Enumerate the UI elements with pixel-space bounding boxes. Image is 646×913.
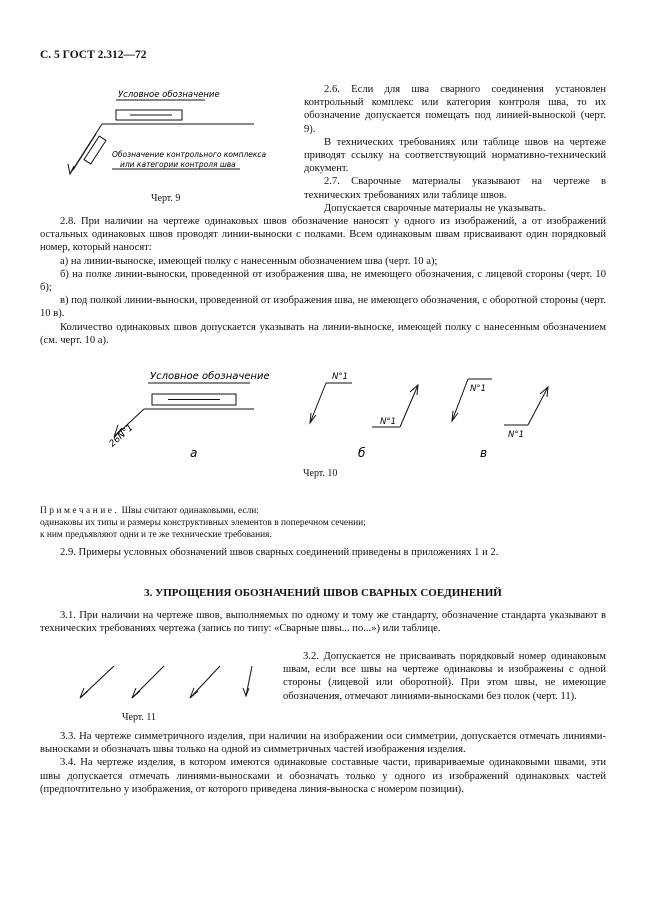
fig9-label-line2: или категории контроля шва (120, 160, 236, 169)
note-head-rest: Швы считают одинаковыми, если: (119, 506, 259, 516)
fig9-caption: Черт. 9 (151, 193, 181, 204)
fig9-label-line1: Обозначение контрольного комплекса (112, 150, 267, 159)
para-2-8-a: а) на линии-выноске, имеющей полку с нанесенным обозначением шва (черт. 10 а); (60, 255, 438, 267)
para-2-8-b: б) на полке линии-выноски, проведенной от изображения шва, не имеющего обозначения, с лицевой стороны (черт. 10 б); (40, 268, 606, 294)
note-block (40, 505, 606, 541)
fig9-label-top: Условное обозначение (118, 90, 220, 100)
para-2-9: 2.9. Примеры условных обозначений швов сварных соединений приведены в приложениях 1 и 2. (60, 547, 499, 558)
figure-11 (74, 660, 264, 708)
note-head: Примечание. (40, 506, 120, 516)
para-2-7-b: Допускается сварочные материалы не указывать. (324, 202, 546, 214)
fig10-label-top: Условное обозначение (150, 371, 270, 382)
fig10b-num-top: N°1 (332, 372, 349, 382)
fig10-sub-a: а (190, 446, 198, 460)
fig10-count-label: 26N°1 (107, 422, 136, 450)
para-2-6: 2.6. Если для шва сварного соединения установлен контрольный комплекс или категория контроля шва, то их обозначение допускается помещать под линией-выноской (черт. 9). (304, 84, 606, 135)
fig10-caption: Черт. 10 (303, 468, 338, 479)
para-2-8: 2.8. При наличии на чертеже одинаковых швов обозначение наносят у одного из изображений, а от изображений остальных одинаковых швов проводят линии-выноски с полками. Всем одинаковым швам присваивают один порядковый номер, который наносят: (40, 216, 606, 254)
para-2-6-b: В технических требованиях или таблице швов на чертеже приводят ссылку на соответствующий нормативно-технический документ. (304, 136, 606, 175)
para-3-1: 3.1. При наличии на чертеже швов, выполняемых по одному и тому же стандарту, обозначение стандарта указывают в технических требованиях чертежа (запись по типу: «Сварные швы... по...») или таблице. (40, 610, 606, 635)
page-header: С. 5 ГОСТ 2.312—72 (40, 49, 147, 61)
fig10-sub-b: б (358, 446, 366, 460)
fig11-caption: Черт. 11 (122, 712, 157, 723)
fig10b-num-shelf: N°1 (380, 417, 397, 427)
para-2-7: 2.7. Сварочные материалы указывают на чертеже в технических требованиях или таблице швов. (304, 176, 606, 201)
figure-10 (100, 365, 560, 465)
fig10v-num-top: N°1 (470, 384, 487, 394)
fig10v-num-under: N°1 (508, 430, 525, 440)
section-3-title: 3. УПРОЩЕНИЯ ОБОЗНАЧЕНИЙ ШВОВ СВАРНЫХ СОЕДИНЕНИЙ (144, 587, 502, 599)
fig10-sub-v: в (480, 446, 488, 460)
para-3-2: 3.2. Допускается не присваивать порядковый номер одинаковым швам, если все швы на чертеже одинаковы и изображены с одной стороны (лицевой или оборотной). При этом швы, не имеющие обозначения, отмечают линиями-выносками без полок (черт. 11). (283, 651, 606, 702)
note-line2: к ним предъявляют одни и те же технические требования. (40, 530, 272, 540)
para-2-8-d: Количество одинаковых швов допускается указывать на линии-выноске, имеющей полку с нанесенным обозначением (см. черт. 10 а). (40, 321, 606, 346)
para-3-3: 3.3. На чертеже симметричного изделия, при наличии на изображении оси симметрии, допускается отмечать линиями-выносками и обозначать швы только на одной из симметричных частей изображения изделия. (40, 731, 606, 756)
figure-9 (60, 84, 275, 184)
para-3-4: 3.4. На чертеже изделия, в котором имеются одинаковые составные части, привариваемые одинаковыми швами, эти швы допускается отмечать линиями-выносками и обозначать только у одного из изображений одинаковых частей (предпочтительно у изображения, от которого приведена линия-выноска с номером позиции). (40, 757, 606, 795)
note-line1: одинаковы их типы и размеры конструктивных элементов в поперечном сечении; (40, 518, 366, 528)
para-2-8-c: в) под полкой линии-выноски, проведенной от изображения шва, не имеющего обозначения, с оборотной стороны (черт. 10 в). (40, 295, 606, 320)
